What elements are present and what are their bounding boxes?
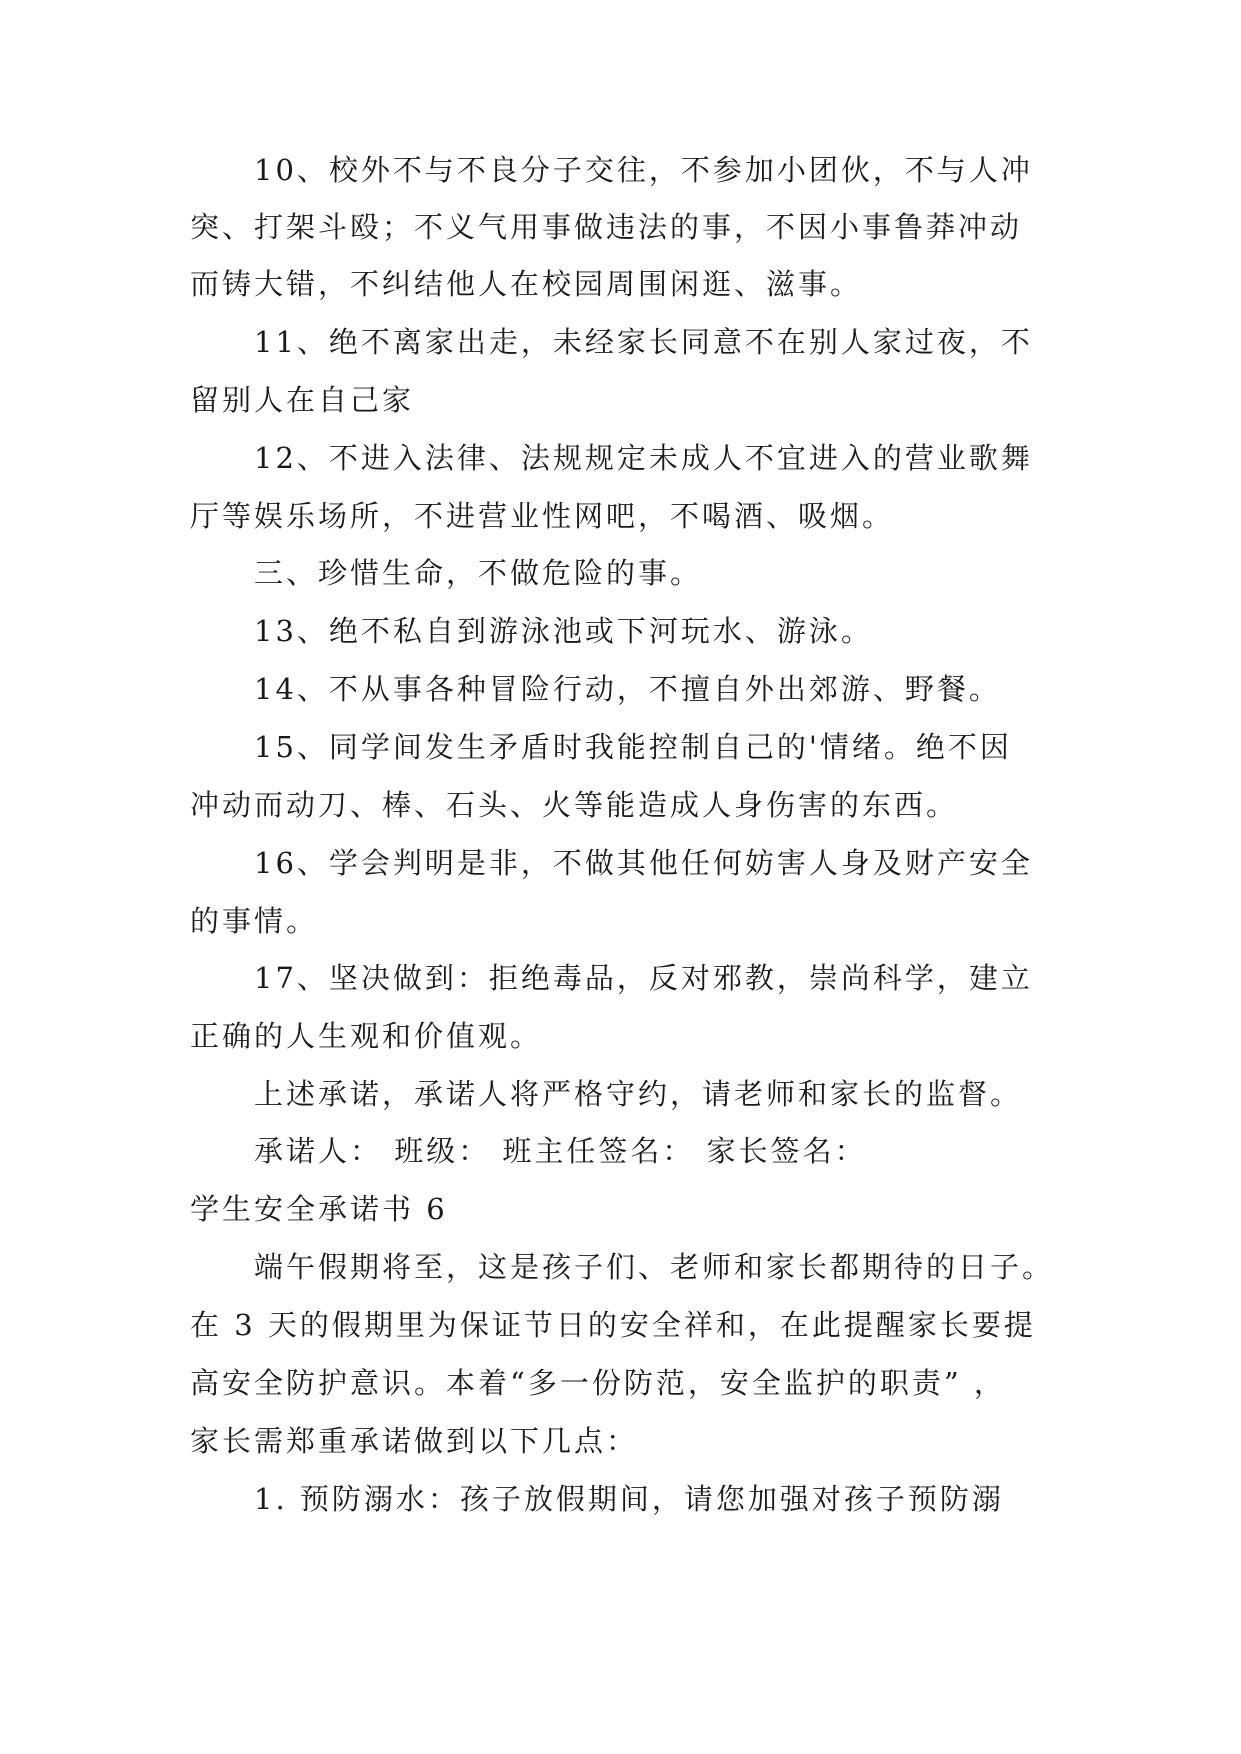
paragraph-line: 16、学会判明是非，不做其他任何妨害人身及财产安全 [254, 846, 1033, 880]
paragraph-line: 10、校外不与不良分子交往，不参加小团伙，不与人冲 [254, 153, 1033, 187]
paragraph-line: 而铸大错，不纠结他人在校园周围闲逛、滋事。 [190, 267, 863, 301]
paragraph-line: 突、打架斗殴；不义气用事做违法的事，不因小事鲁莽冲动 [190, 210, 1023, 244]
paragraph-line: 15、同学间发生矛盾时我能控制自己的'情绪。绝不因 [254, 730, 1012, 764]
paragraph-line: 12、不进入法律、法规规定未成人不宜进入的营业歌舞 [254, 441, 1033, 475]
paragraph-line: 留别人在自己家 [190, 383, 415, 417]
paragraph-line: 家长需郑重承诺做到以下几点： [190, 1424, 639, 1458]
paragraph-line: 11、绝不离家出走，未经家长同意不在别人家过夜，不 [254, 325, 1033, 359]
paragraph-line: 17、坚决做到：拒绝毒品，反对邪教，崇尚科学，建立 [254, 961, 1033, 995]
paragraph-line: 正确的人生观和价值观。 [190, 1019, 543, 1053]
signature-line: 承诺人： 班级： 班主任签名： 家长签名： [254, 1134, 867, 1168]
paragraph-line: 13、绝不私自到游泳池或下河玩水、游泳。 [254, 614, 873, 648]
section-heading: 三、珍惜生命，不做危险的事。 [254, 556, 703, 590]
paragraph-line: 14、不从事各种冒险行动，不擅自外出郊游、野餐。 [254, 672, 1001, 706]
paragraph-line: 上述承诺，承诺人将严格守约，请老师和家长的监督。 [254, 1077, 1023, 1111]
paragraph-line: 的事情。 [190, 904, 319, 938]
paragraph-line: 高安全防护意识。本着“多一份防范，安全监护的职责” ， [190, 1366, 1006, 1400]
paragraph-line: 1. 预防溺水：孩子放假期间，请您加强对孩子预防溺 [254, 1482, 1004, 1516]
paragraph-line: 在 3 天的假期里为保证节日的安全祥和，在此提醒家长要提 [190, 1308, 1036, 1342]
paragraph-line: 端午假期将至，这是孩子们、老师和家长都期待的日子。 [254, 1250, 1055, 1284]
paragraph-line: 冲动而动刀、棒、石头、火等能造成人身伤害的东西。 [190, 788, 959, 822]
document-title: 学生安全承诺书 6 [190, 1192, 448, 1226]
paragraph-line: 厅等娱乐场所，不进营业性网吧，不喝酒、吸烟。 [190, 499, 895, 533]
